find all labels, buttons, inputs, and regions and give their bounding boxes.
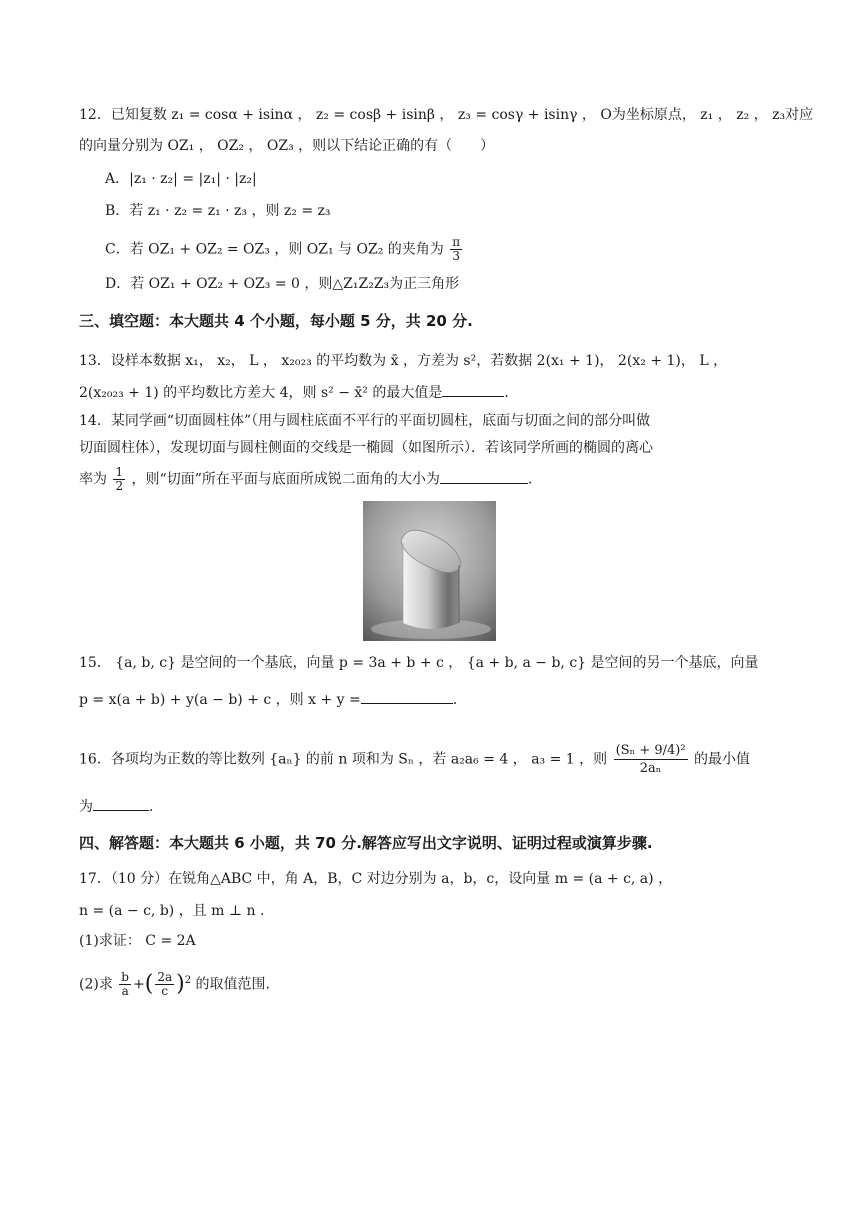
2a-over-c-fraction [155, 971, 174, 998]
period: . [527, 471, 533, 488]
q17-part2-pre: (2)求 [79, 976, 113, 993]
cut-cylinder-figure [363, 501, 496, 641]
q12-option-b: B．若 z₁ · z₂ = z₁ · z₃ ，则 z₂ = z₃ [105, 203, 331, 219]
section-3-heading: 三、填空题：本大题共 4 个小题，每小题 5 分，共 20 分. [79, 312, 473, 330]
q12-stem-line1: 12．已知复数 z₁ = cosα + isinα ， z₂ = cosβ + isinβ ， z₃ = cosγ + isinγ ， O为坐标原点， z₁ ， z₂ ， z₃对应 [79, 107, 814, 123]
q17-part1: (1)求证： C = 2A [79, 933, 196, 949]
q14-line2: 切面圆柱体），发现切面与圆柱侧面的交线是一椭圆（如图所示）．若该同学所画的椭圆的离心 [79, 440, 653, 456]
fraction-numerator: π [452, 235, 461, 249]
q14-line3 [79, 466, 790, 493]
fraction-numerator: 2a [157, 970, 173, 985]
q12-option-d: D．若 OZ₁ + OZ₂ + OZ₃ = 0 ，则△Z₁Z₂Z₃为正三角形 [105, 276, 460, 292]
q12-stem-line2: 的向量分别为 OZ₁ ， OZ₂ ， OZ₃ ，则以下结论正确的有（ ） [79, 138, 495, 154]
fraction-denominator: a [121, 984, 129, 999]
period: . [504, 385, 509, 401]
answer-blank [361, 689, 453, 704]
q12-option-c-text: C．若 OZ₁ + OZ₂ = OZ₃ ，则 OZ₁ 与 OZ₂ 的夹角为 [105, 241, 444, 258]
q14-line3-pre: 率为 [79, 471, 107, 488]
fraction-numerator: b [121, 970, 129, 985]
fraction-denominator: 2 [115, 479, 124, 493]
q14-line3-post: ，则“切面”所在平面与底面所成锐二面角的大小为 [131, 471, 440, 488]
answer-blank [93, 796, 149, 811]
q16-fraction [614, 742, 688, 777]
fraction-denominator: 2aₙ [639, 761, 662, 776]
answer-blank [440, 469, 528, 484]
fraction-denominator: 3 [452, 249, 460, 263]
left-paren: ( [144, 971, 154, 997]
section-4-heading: 四、解答题：本大题共 6 小题，共 70 分.解答应写出文字说明、证明过程或演算步骤. [79, 834, 653, 852]
q16-line2 [79, 796, 790, 818]
square-exponent: 2 [184, 975, 192, 986]
period: . [452, 692, 458, 708]
q16-line1 [79, 742, 790, 777]
q17-part2 [79, 970, 790, 998]
plus-sign: + [132, 976, 145, 993]
q14-line1: 14．某同学画“切面圆柱体”（用与圆柱底面不平行的平面切圆柱，底面与切面之间的部分叫做 [79, 413, 651, 429]
fraction-denominator: c [161, 984, 169, 999]
right-paren: ) [176, 971, 185, 997]
q15-line1: 15． {a, b, c} 是空间的一个基底，向量 p = 3a + b + c ， {a + b, a − b, c} 是空间的另一个基底，向量 [79, 655, 759, 671]
q16-line2-pre: 为 [79, 799, 93, 815]
q13-line2 [79, 382, 790, 404]
q17-line1: 17．（10 分）在锐角△ABC 中，角 A，B，C 对边分别为 a，b，c，设向量 m = (a + c, a) ， [79, 871, 673, 887]
fraction-numerator: (Sₙ + 9/4)² [615, 743, 686, 758]
q17-line2: n = (a − c, b) ，且 m ⊥ n . [79, 903, 265, 919]
q15-line2 [79, 689, 790, 711]
q16-line1-pre: 16．各项均为正数的等比数列 {aₙ} 的前 n 项和为 Sₙ ，若 a₂a₆ = 4 ， a₃ = 1 ，则 [79, 751, 608, 768]
q13-line2-text: 2(x₂₀₂₃ + 1) 的平均数比方差大 4，则 s² − x̄² 的最大值是 [79, 385, 443, 401]
q16-line1-post: 的最小值 [694, 751, 751, 768]
q12-option-c [105, 236, 790, 263]
q15-line2-text: p = x(a + b) + y(a − b) + c ，则 x + y = [79, 692, 361, 708]
b-over-a-fraction [119, 971, 131, 998]
answer-blank [442, 382, 504, 397]
pi-over-3-fraction [450, 236, 462, 263]
q17-part2-post: 的取值范围. [195, 976, 270, 993]
q12-option-a: A．|z₁ · z₂| = |z₁| · |z₂| [105, 171, 257, 187]
fraction-numerator: 1 [115, 465, 124, 479]
q13-line1: 13．设样本数据 x₁， x₂， L ， x₂₀₂₃ 的平均数为 x̄ ，方差为 s²，若数据 2(x₁ + 1)， 2(x₂ + 1)， L ， [79, 353, 728, 369]
period: . [149, 799, 154, 815]
one-half-fraction [113, 466, 125, 493]
